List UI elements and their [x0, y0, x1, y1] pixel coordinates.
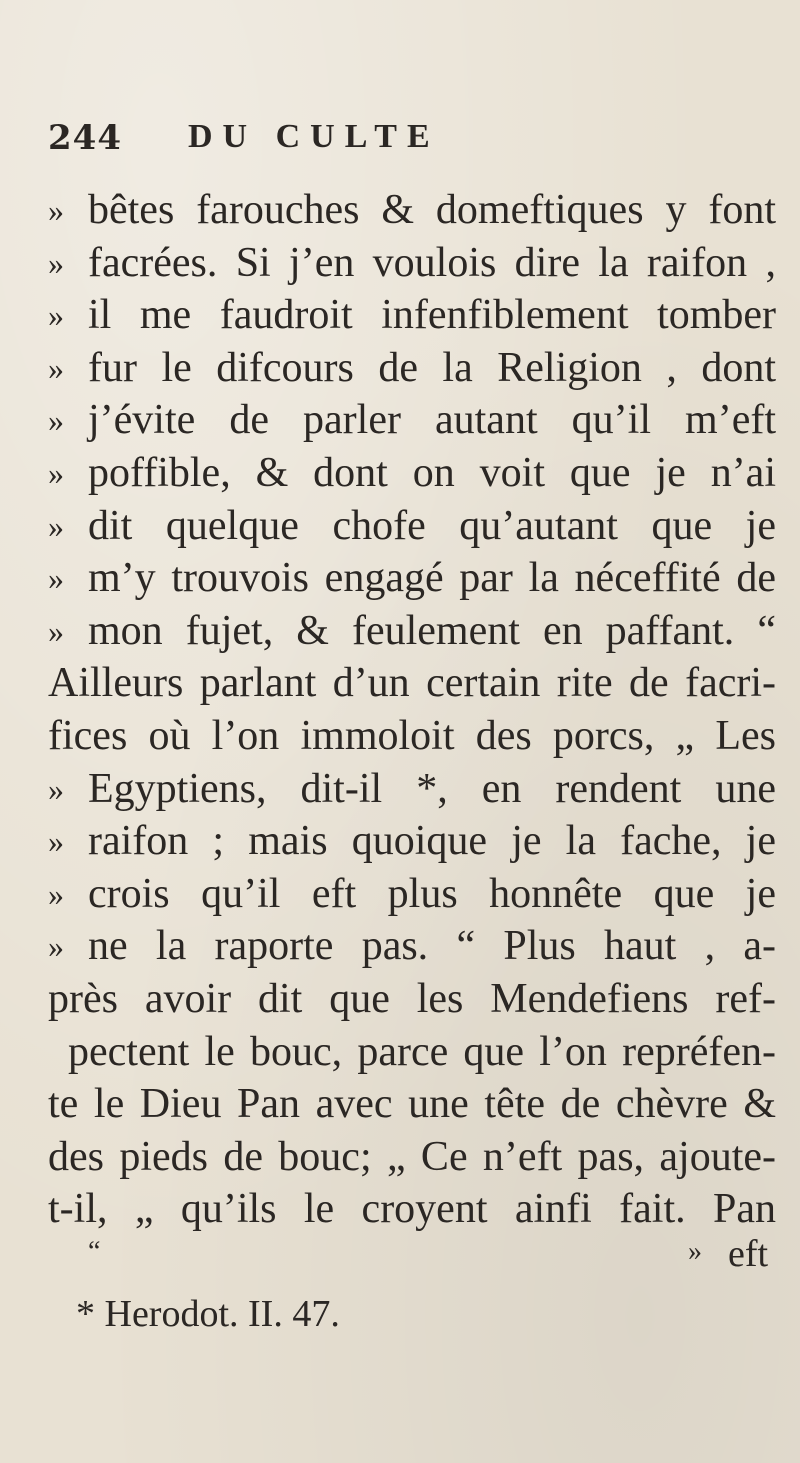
line-text: Egyptiens, dit-il *, en rendent une [88, 765, 776, 812]
text-line [48, 500, 776, 553]
text-line [48, 605, 776, 658]
guillemet-marker: » [48, 402, 64, 439]
guillemet-marker: » [48, 928, 64, 965]
line-text: crois qu’il eft plus honnête que je [88, 870, 776, 917]
text-line [48, 973, 776, 1026]
line-text: m’y trouvois engagé par la néceffité de [88, 555, 776, 602]
catchline-open-quote: “ [88, 1236, 101, 1267]
line-text: pectent le bouc, parce que l’on repréfen- [68, 1028, 776, 1075]
text-line [48, 394, 776, 447]
text-line [48, 1026, 776, 1079]
line-text: des pieds de bouc; „ Ce n’eft pas, ajoute- [48, 1133, 776, 1180]
text-line [48, 710, 776, 763]
line-text: dit quelque chofe qu’autant que je [88, 502, 776, 549]
line-text: raifon ; mais quoique je la fache, je [88, 818, 776, 865]
guillemet-marker: » [48, 875, 64, 912]
catchline [48, 1233, 776, 1288]
line-text: ne la raporte pas. “ Plus haut , a- [88, 923, 776, 970]
line-text: fices où l’on immoloit des porcs, „ Les [48, 712, 776, 759]
text-line [48, 237, 776, 290]
guillemet-marker: » [48, 349, 64, 386]
line-text: te le Dieu Pan avec une tête de chèvre & [48, 1081, 776, 1128]
line-text: fur le difcours de la Religion , dont [88, 344, 776, 391]
guillemet-marker: » [48, 612, 64, 649]
guillemet-marker: » [48, 560, 64, 597]
guillemet-marker: » [48, 507, 64, 544]
line-text: près avoir dit que les Mendefiens ref- [48, 975, 776, 1022]
text-line [48, 1183, 776, 1236]
line-text: facrées. Si j’en voulois dire la raifon , [88, 239, 776, 286]
page-header [48, 118, 748, 168]
page-number: 244 [48, 118, 122, 158]
guillemet-marker: » [48, 244, 64, 281]
guillemet-marker: » [48, 192, 64, 228]
line-text: Ailleurs parlant d’un certain rite de facri- [48, 660, 776, 707]
footnote: * Herodot. II. 47. [76, 1293, 340, 1335]
text-line [48, 552, 776, 605]
guillemet-marker: » [48, 770, 64, 807]
text-line [48, 342, 776, 395]
guillemet-marker: » [48, 297, 64, 334]
text-line [48, 657, 776, 710]
text-line [48, 868, 776, 921]
guillemet-marker: » [48, 454, 64, 491]
running-title: DU CULTE [188, 118, 440, 155]
line-text: poffible, & dont on voit que je n’ai [88, 449, 776, 496]
line-text: j’évite de parler autant qu’il m’eft [88, 397, 776, 444]
text-line [48, 815, 776, 868]
guillemet-marker: » [48, 823, 64, 860]
body-text [48, 184, 776, 1236]
text-line [48, 1078, 776, 1131]
text-line [48, 1131, 776, 1184]
line-text: bêtes farouches & domeftiques y font [88, 187, 776, 233]
text-line [48, 289, 776, 342]
catchword: eft [728, 1233, 769, 1275]
text-line [48, 763, 776, 816]
text-line [48, 447, 776, 500]
text-line [48, 920, 776, 973]
catchline-close-quote: » [688, 1236, 702, 1267]
line-text: t-il, „ qu’ils le croyent ainfi fait. Pan [48, 1186, 776, 1233]
line-text: mon fujet, & feulement en paffant. “ [88, 607, 776, 654]
text-line [48, 184, 776, 237]
line-text: il me faudroit infenfiblement tomber [88, 292, 776, 339]
